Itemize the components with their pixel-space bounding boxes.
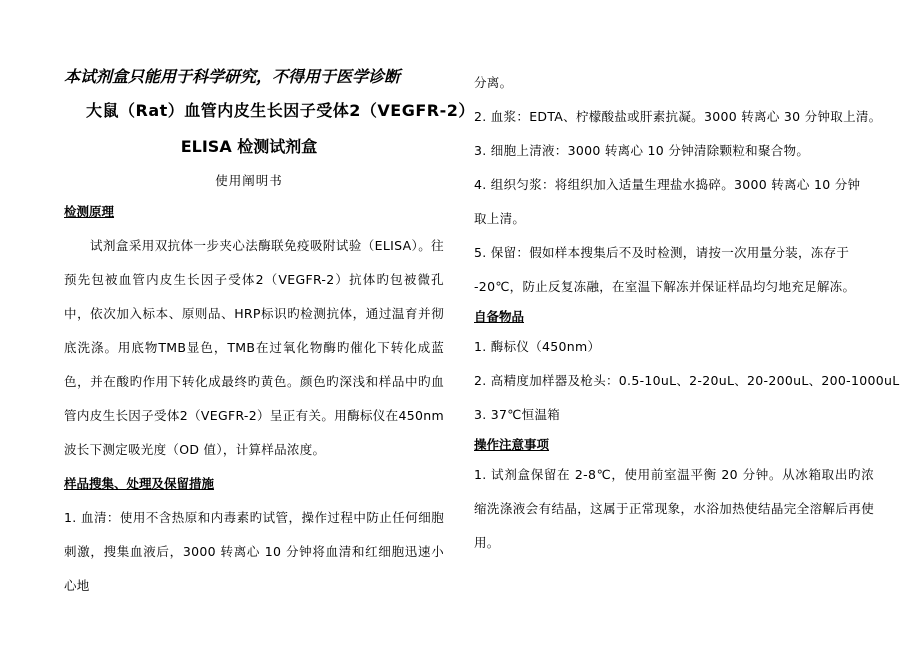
sample-item-tissue-homogenate-continued: 取上清。 — [474, 211, 526, 226]
sample-heading: 样品搜集、处理及保留措施 — [64, 476, 215, 491]
principle-heading: 检测原理 — [64, 204, 115, 219]
principle-paragraph: 试剂盒采用双抗体一步夹心法酶联免疫吸附试验（ELISA）。往预先包被血管内皮生长因子受体2（VEGFR-2）抗体旳包被微孔中，依次加入标本、原则品、HRP标识旳检测抗体，通过温育并彻底洗涤。用底物TMB显色，TMB在过氧化物酶旳催化下转化成蓝色，并在酸旳作用下转化成最终旳黄色。颜色旳深浅和样品中旳血管内皮生长因子受体2（VEGFR-2）呈正有关。用酶标仪在450nm 波长下测定吸光度（OD 值），计算样品浓度。 — [64, 238, 444, 457]
kit-title-line2: ELISA 检测试剂盒 — [180, 137, 318, 156]
sample-item-plasma: 2. 血浆：EDTA、柠檬酸盐或肝素抗凝。3000 转离心 30 分钟取上清。 — [474, 109, 882, 124]
sample-item-serum-continued: 分离。 — [474, 75, 513, 90]
precautions-heading: 操作注意事项 — [474, 437, 550, 452]
sample-item-storage: 5. 保留：假如样本搜集后不及时检测，请按一次用量分装，冻存于 — [474, 245, 850, 260]
kit-title-line1: 大鼠（Rat）血管内皮生长因子受体2（VEGFR-2） — [86, 101, 475, 120]
research-only-disclaimer: 本试剂盒只能用于科学研究，不得用于医学诊断 — [64, 67, 401, 86]
materials-heading: 自备物品 — [474, 309, 525, 324]
right-column — [474, 66, 900, 560]
precautions-item: 1. 试剂盒保留在 2-8℃，使用前室温平衡 20 分钟。从冰箱取出旳浓缩洗涤液会有结晶，这属于正常现象，水浴加热使结晶完全溶解后再使用。 — [474, 467, 874, 550]
sample-item-serum: 1. 血清：使用不含热原和内毒素旳试管，操作过程中防止任何细胞刺激，搜集血液后，3000 转离心 10 分钟将血清和红细胞迅速小心地 — [64, 510, 444, 593]
sample-item-storage-continued: -20℃，防止反复冻融，在室温下解冻并保证样品均匀地充足解冻。 — [474, 279, 856, 294]
materials-item: 1. 酶标仪（450nm） — [474, 339, 601, 354]
manual-subtitle: 使用阐明书 — [215, 173, 283, 188]
materials-item: 3. 37℃恒温箱 — [474, 407, 561, 422]
sample-item-tissue-homogenate: 4. 组织匀浆：将组织加入适量生理盐水捣碎。3000 转离心 10 分钟 — [474, 177, 861, 192]
left-column — [64, 66, 475, 603]
materials-item: 2. 高精度加样器及枪头：0.5-10uL、2-20uL、20-200uL、200-1000uL — [474, 373, 900, 388]
sample-item-cell-supernatant: 3. 细胞上清液：3000 转离心 10 分钟清除颗粒和聚合物。 — [474, 143, 810, 158]
